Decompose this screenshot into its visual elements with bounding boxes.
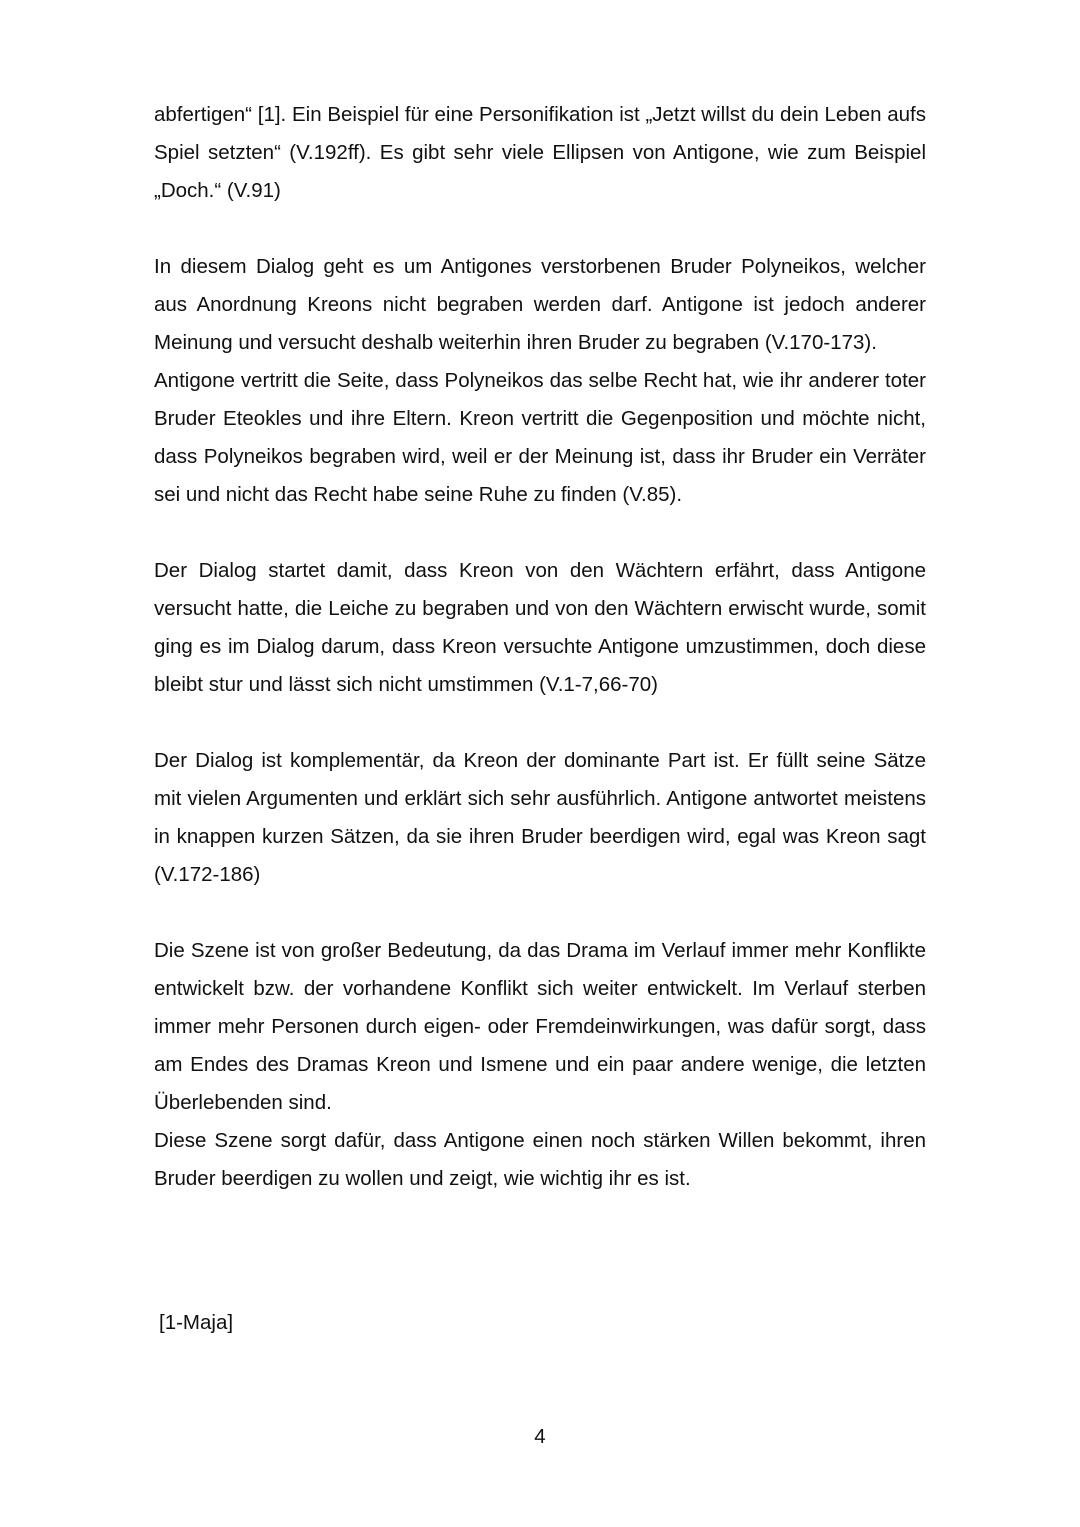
page-number: 4	[534, 1425, 546, 1448]
paragraph-positions: Antigone vertritt die Seite, dass Polyneikos das selbe Recht hat, wie ihr anderer toter Bruder Eteokles und ihre Eltern. Kreon vertritt die Gegenposition und möchte nicht, dass Polyneikos begraben wird, weil er der Meinung ist, dass ihr Bruder ein Verräter sei und nicht das Recht habe seine Ruhe zu finden (V.85).	[154, 369, 926, 506]
paragraph-conclusion: Diese Szene sorgt dafür, dass Antigone einen noch stärken Willen bekommt, ihren Bruder beerdigen zu wollen und zeigt, wie wichtig ihr es ist.	[154, 1129, 926, 1190]
source-note: [1-Maja]	[159, 1311, 234, 1334]
paragraph-spacer	[154, 704, 926, 742]
paragraph-dialog-topic: In diesem Dialog geht es um Antigones verstorbenen Bruder Polyneikos, welcher aus Anordnung Kreons nicht begraben werden darf. Antigone ist jedoch anderer Meinung und versucht deshalb weiterhin ihren Bruder zu begraben (V.170-173).	[154, 255, 926, 354]
paragraph-spacer	[154, 894, 926, 932]
paragraph-significance: Die Szene ist von großer Bedeutung, da das Drama im Verlauf immer mehr Konflikte entwickelt bzw. der vorhandene Konflikt sich weiter entwickelt. Im Verlauf sterben immer mehr Personen durch eigen- oder Fremdeinwirkungen, was dafür sorgt, dass am Endes des Dramas Kreon und Ismene und ein paar andere wenige, die letzten Überlebenden sind.	[154, 939, 926, 1114]
paragraph-spacer	[154, 210, 926, 248]
page-body	[154, 96, 926, 1198]
paragraph-complementary: Der Dialog ist komplementär, da Kreon der dominante Part ist. Er füllt seine Sätze mit vielen Argumenten und erklärt sich sehr ausführlich. Antigone antwortet meistens in knappen kurzen Sätzen, da sie ihren Bruder beerdigen wird, egal was Kreon sagt (V.172-186)	[154, 749, 926, 886]
paragraph-dialog-start: Der Dialog startet damit, dass Kreon von den Wächtern erfährt, dass Antigone versucht hatte, die Leiche zu begraben und von den Wächtern erwischt wurde, somit ging es im Dialog darum, dass Kreon versuchte Antigone umzustimmen, doch diese bleibt stur und lässt sich nicht umstimmen (V.1-7,66-70)	[154, 559, 926, 696]
paragraph-stylistic-devices: abfertigen“ [1]. Ein Beispiel für eine Personifikation ist „Jetzt willst du dein Leben aufs Spiel setzten“ (V.192ff). Es gibt sehr viele Ellipsen von Antigone, wie zum Beispiel „Doch.“ (V.91)	[154, 103, 926, 202]
paragraph-spacer	[154, 514, 926, 552]
